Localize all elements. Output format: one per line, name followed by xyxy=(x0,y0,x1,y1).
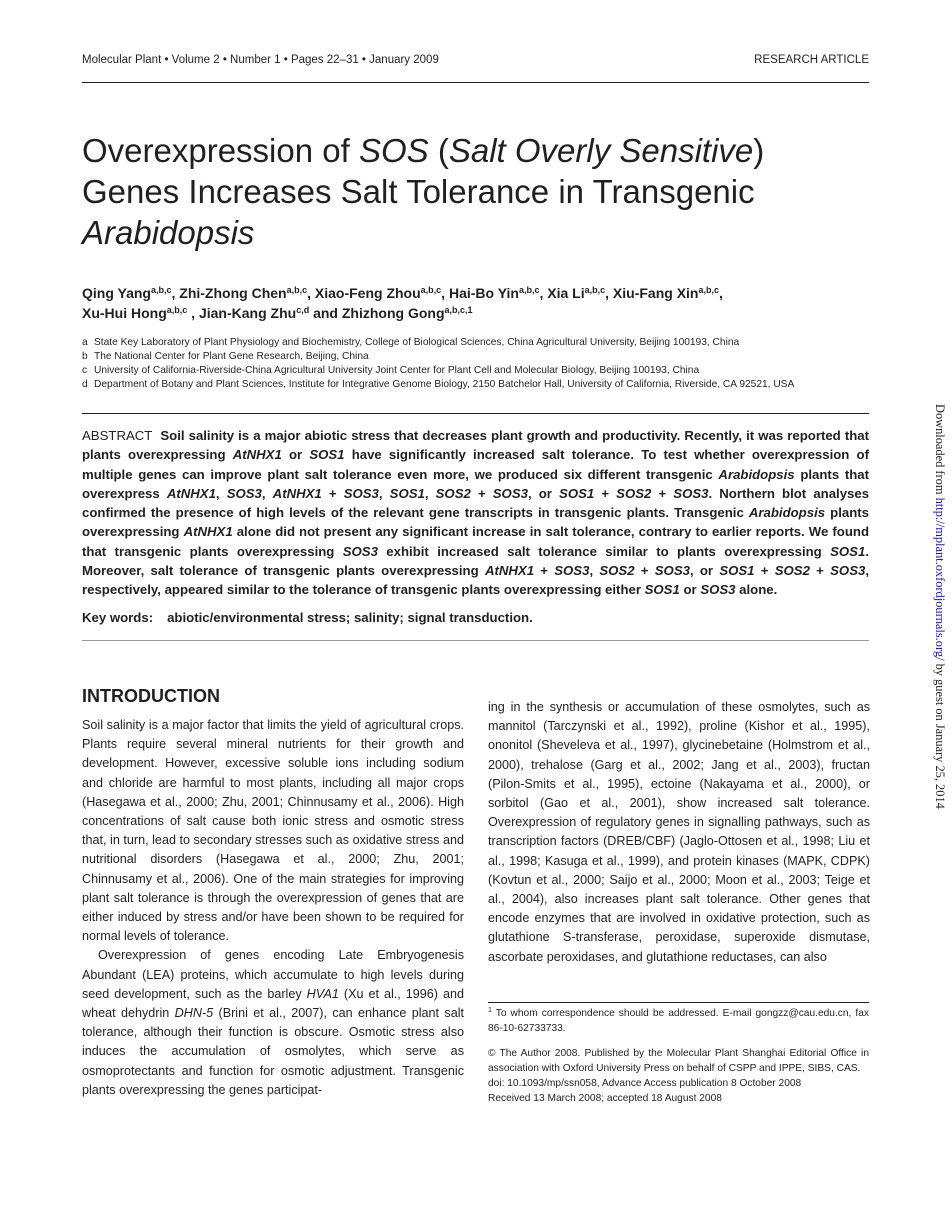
body-paragraph: ing in the synthesis or accumulation of these osmolytes, such as mannitol (Tarczynski et al., 1992), proline (Kishor et al., 1995), ononitol (Sheveleva et al., 1997), glycinebetaine (Holmstrom et al., 2000), trehalose (Garg et al., 2002; Jang et al., 2003), fructan (Pilon-Smits et al., 1995), ectoine (Nakayama et al., 2000), or sorbitol (Gao et al., 2001), show increased salt tolerance. Overexpression of regulatory genes in signalling pathways, such as transcription factors (DREB/CBF) (Jaglo-Ottosen et al., 1998; Liu et al., 1998; Kasuga et al., 1999), and protein kinases (MAPK, CDPK) (Kovtun et al., 2000; Saijo et al., 2000; Moon et al., 2003; Teige et al., 2004), also increases plant salt tolerance. Other genes that encode enzymes that are involved in oxidative protection, such as glutathione S-transferase, peroxidase, superoxide dismutase, ascorbate peroxidases, and glutathione reductases, can also xyxy=(488,700,870,964)
author-affiliation-mark: a,b,c,1 xyxy=(444,305,473,315)
author-name: Xiu-Fang Xin xyxy=(612,285,699,301)
author-name: Xu-Hui Hong xyxy=(82,305,167,321)
keywords-text: abiotic/environmental stress; salinity; signal transduction. xyxy=(167,610,533,625)
author-affiliation-mark: a,b,c xyxy=(698,285,719,295)
author-affiliation-mark: a,b,c xyxy=(584,285,606,295)
body-paragraph: Soil salinity is a major factor that limits the yield of agricultural crops. Plants require several mineral nutrients for their growth and development. However, excessive soluble ions including sodium and chloride are harmful to most plants, including all major crops (Hasegawa et al., 2000; Zhu, 2001; Chinnusamy et al., 2006). High concentrations of salt cause both ionic stress and osmotic stress that, in turn, lead to secondary stresses such as oxidative stress and nutritional disorders (Hasegawa et al., 2000; Zhu, 2001; Chinnusamy et al., 2006). One of the main strategies for improving plant salt tolerance is through the overexpression of genes that are either induced by stress and/or have been shown to be required for normal levels of tolerance. xyxy=(82,718,464,944)
author-affiliation-mark: a,b,c xyxy=(150,285,172,295)
author-affiliation-mark: a,b,c xyxy=(166,305,188,315)
affiliation-line xyxy=(82,336,882,350)
footnotes xyxy=(488,1006,869,1107)
body-column-left xyxy=(82,716,464,1100)
affiliation-line xyxy=(82,378,882,392)
affiliation-text: The National Center for Plant Gene Research, Beijing, China xyxy=(94,351,369,362)
author-affiliation-mark: c,d xyxy=(296,305,310,315)
keywords xyxy=(82,610,869,625)
affiliation-text: University of California-Riverside-China Agricultural University Joint Center for Plant Cell and Molecular Biology, Beijing 100193, China xyxy=(94,365,700,376)
body-column-right xyxy=(488,698,870,967)
affiliation-letter: d xyxy=(82,379,88,390)
affiliation-line xyxy=(82,350,882,364)
author-affiliation-mark: a,b,c xyxy=(286,285,308,295)
author-affiliation-mark: a,b,c xyxy=(420,285,442,295)
article-type: RESEARCH ARTICLE xyxy=(754,54,869,66)
header-rule xyxy=(82,82,869,83)
author-name: Jian-Kang Zhu xyxy=(198,305,297,321)
abstract-body: Soil salinity is a major abiotic stress that decreases plant growth and productivity. Recently, it was reported that plants overexpressing AtNHX1 or SOS1 have significantly increased salt tolerance. To test whether overexpression of multiple genes can improve plant salt tolerance even more, we produced six different transgenic Arabidopsis plants that overexpress AtNHX1, SOS3, AtNHX1 + SOS3, SOS1, SOS2 + SOS3, or SOS1 + SOS2 + SOS3. Northern blot analyses confirmed the presence of high levels of the relevant gene transcripts in transgenic plants. Transgenic Arabidopsis plants overexpressing AtNHX1 alone did not present any significant increase in salt tolerance, contrary to earlier reports. We found that transgenic plants overexpressing SOS3 exhibit increased salt tolerance similar to plants overexpressing SOS1. Moreover, salt tolerance of transgenic plants overexpressing AtNHX1 + SOS3, SOS2 + SOS3, or SOS1 + SOS2 + SOS3, respectively, appeared similar to the tolerance of transgenic plants overexpressing either SOS1 or SOS3 alone. xyxy=(82,428,870,598)
keywords-label: Key words: xyxy=(82,610,154,625)
author-name: Xiao-Feng Zhou xyxy=(314,285,421,301)
footnote-received: Received 13 March 2008; accepted 18 August 2008 xyxy=(488,1093,722,1105)
author-name: Zhi-Zhong Chen xyxy=(179,285,287,301)
journal-url-link[interactable]: http://mplant.oxfordjournals.org/ xyxy=(933,497,947,661)
abstract xyxy=(82,426,869,600)
affiliations xyxy=(82,336,882,392)
author-name: Zhizhong Gong xyxy=(341,305,445,321)
author-name: Xia Li xyxy=(547,285,585,301)
download-side-note: Downloaded from http://mplant.oxfordjournals.org/ by guest on January 25, 2014 xyxy=(933,404,947,809)
body-paragraph: Overexpression of genes encoding Late Embryogenesis Abundant (LEA) proteins, which accumulate to high levels during seed development, such as the barley HVA1 (Xu et al., 1996) and wheat dehydrin DHN-5 (Brini et al., 2007), can enhance plant salt tolerance, although their function is obscure. Osmotic stress also induces the accumulation of osmolytes, which serve as osmoprotectants and function for osmotic adjustment. Transgenic plants overexpressing the genes participat- xyxy=(82,948,465,1097)
footnote-copyright: © The Author 2008. Published by the Molecular Plant Shanghai Editorial Office in association with Oxford University Press on behalf of CSPP and IPPE, SIBS, CAS. xyxy=(488,1047,869,1074)
footnote-doi: doi: 10.1093/mp/ssn058, Advance Access publication 8 October 2008 xyxy=(488,1078,802,1090)
author-name: Qing Yang xyxy=(82,285,151,301)
affiliation-letter: c xyxy=(82,365,88,376)
journal-citation: Molecular Plant • Volume 2 • Number 1 • Pages 22–31 • January 2009 xyxy=(82,54,439,66)
author-affiliation-mark: a,b,c xyxy=(518,285,540,295)
affiliation-text: State Key Laboratory of Plant Physiology and Biochemistry, College of Biological Sciences, China Agricultural University, Beijing 100193, China xyxy=(94,337,740,348)
section-heading-introduction: INTRODUCTION xyxy=(82,686,220,706)
affiliation-letter: a xyxy=(82,337,88,348)
affiliation-text: Department of Botany and Plant Sciences, Institute for Integrative Genome Biology, 2150 Batchelor Hall, University of California, Riverside, CA 92521, USA xyxy=(94,379,795,390)
author-name: Hai-Bo Yin xyxy=(448,285,519,301)
article-title: Overexpression of SOS (Salt Overly Sensitive) Genes Increases Salt Tolerance in Transgenic Arabidopsis xyxy=(82,132,765,251)
abstract-top-rule xyxy=(82,413,869,414)
affiliation-letter: b xyxy=(82,351,88,362)
author-list: Qing Yang$^{a,b,c}$, Zhi-Zhong Chen$^{a,b,c}$, Xiao-Feng Zhou$^{a,b,c}$, Hai-Bo Yin$^{a,b,c}$, Xia Li$^{a,b,c}$, Xiu-Fang Xin$^{a,b,c}$, Xu-Hui Hong$^{a,b,c}$ , Jian-Kang Zhu$^{c,d}$ and Zhizhong Gong$^{a,b,c,1}$ xyxy=(82,285,723,321)
abstract-bottom-rule xyxy=(82,640,869,641)
running-head xyxy=(82,54,869,70)
footnote-rule xyxy=(488,1002,869,1003)
footnote-correspondence: $^1$ To whom correspondence should be addressed. E-mail gongzz@cau.edu.cn, fax 86-10-62733733. xyxy=(488,1007,869,1035)
affiliation-line xyxy=(82,364,882,378)
abstract-heading: ABSTRACT xyxy=(82,428,153,443)
